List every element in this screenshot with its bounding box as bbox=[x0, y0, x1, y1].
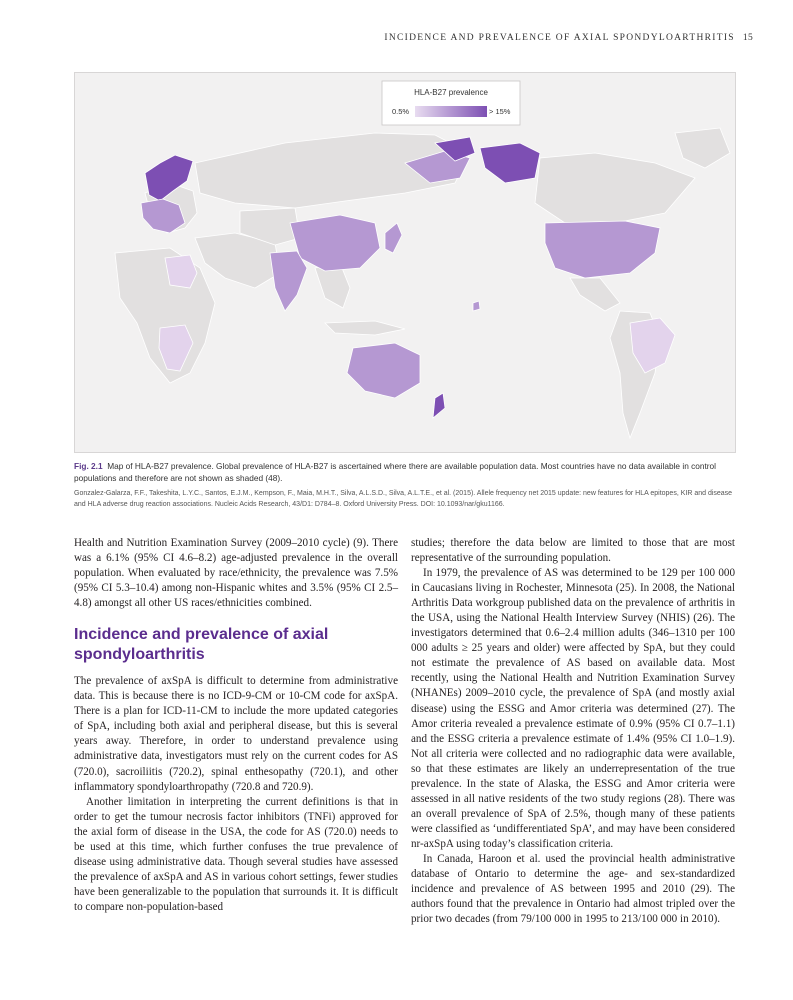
section-heading: Incidence and prevalence of axial spondyloarthritis bbox=[74, 626, 329, 664]
figure-credit: Gonzalez-Galarza, F.F., Takeshita, L.Y.C., Santos, E.J.M., Kempson, F., Maia, M.H.T., Silva, A.L.S.D., Silva, A.L.T.E., et al. (2015). Allele frequency net 2015 update: new features for HLA epitopes, KIR and disease and HLA adverse drug reaction associations. Nucleic Acids Research, 43/D1: D784–8. Oxford University Press. DOI: 10.1093/nar/gku1166. bbox=[74, 490, 733, 508]
map-legend bbox=[382, 81, 520, 125]
right-column bbox=[411, 536, 735, 927]
page-number: 15 bbox=[742, 33, 753, 43]
paragraph: The prevalence of axSpA is difficult to determine from administrative data. This is because there is no ICD-9-CM or 10-CM code for axSpA. There is a plan for ICD-11-CM to include the more updated categories of SpA, including both axial and peripheral disease, but this is several years away. Therefore, in order to understand prevalence using administrative data, investigators must rely on the current codes for AS (720.0), sacroiliitis (720.2), spinal enthesopathy (720.1), and other inflammatory spondyloarthropathy (720.8 and 720.9). bbox=[74, 675, 398, 793]
land-indonesia bbox=[325, 321, 405, 335]
legend-title: HLA-B27 prevalence bbox=[414, 88, 488, 97]
land-canada bbox=[535, 153, 695, 223]
paragraph: In 1979, the prevalence of AS was determined to be 129 per 100 000 in Caucasians living in Rochester, Minnesota (25). In 2008, the National Arthritis Data workgroup published data on the prevalence of arthritis in the USA, using the National Health Interview Survey (NHIS) (26). The investigators determined that 0.6–2.4 million adults (346–1310 per 100 000 adults ≥ 25 years and older) were affected by SpA, but they could not estimate the prevalence of AS based on available data. Most recently, using the National Health and Nutrition Examination Survey (NHANEs) 2009–2010 cycle, the prevalence of SpA (and mostly axial disease) using the ESSG and Amor criteria was determined (27). The Amor criteria revealed a prevalence estimate of 0.9% (95% CI 0.7–1.1) and the ESSG criteria a prevalence estimate of 1.4% (95% CI 1.0–1.9). Not all criteria were collected and no radiographic data were available, so that these estimates are likely an underrepresentation of the true prevalence. In the state of Alaska, the ESSG and Amor criteria were assessed in all native residents of the two study regions (28). There was an overall prevalence of SpA of 2.5%, though many of these patients were classified as ‘undifferentiated SpA’, and may have been considered nr-axSpA using today’s classification criteria. bbox=[411, 567, 735, 850]
hla-b27-world-map bbox=[74, 72, 736, 453]
figure-label: Fig. 2.1 bbox=[74, 461, 103, 471]
running-head bbox=[384, 33, 753, 43]
paragraph: Health and Nutrition Examination Survey (2009–2010 cycle) (9). There was a 6.1% (95% CI 4.6–8.2) age-adjusted prevalence in the overall population. When evaluated by race/ethnicity, the prevalence was 7.5% (95% CI 5.3–10.4) among non-Hispanic whites and 3.5% (95% CI 2.5–4.8) amongst all other US races/ethnicities combined. bbox=[74, 537, 398, 610]
paragraph: studies; therefore the data below are limited to those that are most representative of the surrounding population. bbox=[411, 537, 735, 565]
region-japan bbox=[385, 223, 402, 253]
legend-min-label: 0.5% bbox=[392, 107, 410, 116]
region-pacific-islands bbox=[473, 301, 480, 311]
land-greenland bbox=[675, 128, 730, 168]
legend-gradient-bar bbox=[415, 106, 487, 117]
running-head-title: INCIDENCE AND PREVALENCE OF AXIAL SPONDYLOARTHRITIS bbox=[384, 33, 735, 43]
figure-caption bbox=[74, 460, 734, 484]
region-alaska bbox=[480, 143, 540, 183]
region-north-africa bbox=[165, 255, 197, 288]
legend-max-label: > 15% bbox=[489, 107, 511, 116]
paragraph: In Canada, Haroon et al. used the provincial health administrative database of Ontario to determine the age- and sex-standardized incidence and prevalence of AS between 1995 and 2010 (29). The authors found that the prevalence in Ontario had almost tripled over the prior two decades (from 79/100 000 in 1995 to 213/100 000 in 2010). bbox=[411, 852, 735, 926]
paragraph: Another limitation in interpreting the current definitions is that in order to get the tumour necrosis factor inhibitors (TNFi) approved for the axial form of disease in the USA, the code for AS (720.0) needs to be used at this time, which further confuses the true prevalence of disease using administrative data. Though several studies have assessed the prevalence of axSpA and AS in various cohort settings, fewer studies have been generalizable to the population that surrounds it. It is difficult to compare non-population-based bbox=[74, 795, 398, 913]
left-column bbox=[74, 536, 398, 915]
region-new-zealand bbox=[433, 393, 445, 418]
figure-caption-text: Map of HLA-B27 prevalence. Global prevalence of HLA-B27 is ascertained where there are available population data. Most countries have no data available in control populations and therefore are not shown as shaded (48). bbox=[74, 461, 717, 483]
region-usa bbox=[545, 221, 660, 278]
region-australia bbox=[347, 343, 420, 398]
land-mexico bbox=[570, 278, 620, 311]
region-india bbox=[270, 251, 307, 311]
